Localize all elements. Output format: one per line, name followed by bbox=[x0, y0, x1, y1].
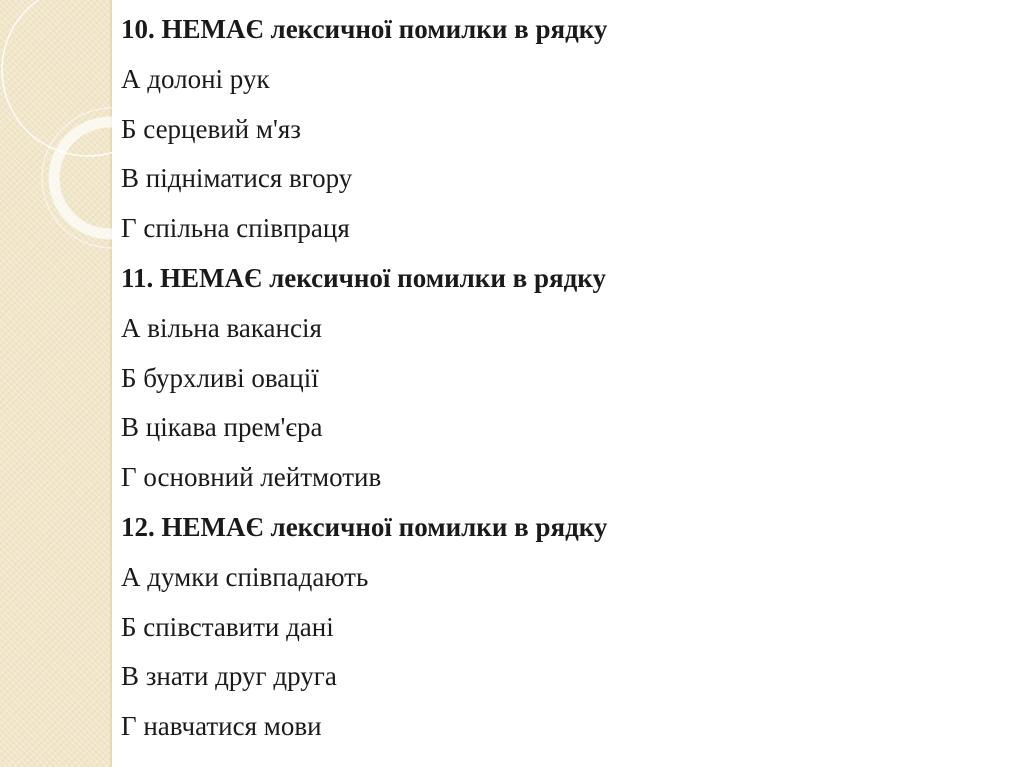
question-12-option-a: А думки співпадають bbox=[121, 561, 369, 592]
question-11-option-b: Б бурхливі овації bbox=[121, 362, 319, 393]
decorative-circles bbox=[0, 0, 112, 767]
question-12-option-b: Б співставити дані bbox=[121, 611, 334, 642]
question-12-option-h: Г навчатися мови bbox=[121, 711, 322, 742]
question-10-option-h: Г спільна співпраця bbox=[121, 213, 350, 244]
question-11-option-h: Г основний лейтмотив bbox=[121, 462, 382, 493]
question-10-option-a: А долоні рук bbox=[121, 63, 270, 94]
question-11-heading: 11. НЕМАЄ лексичної помилки в рядку bbox=[121, 262, 606, 293]
question-10-option-v: В підніматися вгору bbox=[121, 163, 353, 194]
question-11-option-v: В цікава прем'єра bbox=[121, 412, 323, 443]
question-10-option-b: Б серцевий м'яз bbox=[121, 113, 301, 144]
question-list bbox=[121, 6, 1001, 753]
question-12-heading: 12. НЕМАЄ лексичної помилки в рядку bbox=[121, 511, 608, 542]
question-11-option-a: А вільна вакансія bbox=[121, 312, 322, 343]
question-12-option-v: В знати друг друга bbox=[121, 661, 337, 692]
question-10-heading: 10. НЕМАЄ лексичної помилки в рядку bbox=[121, 14, 608, 44]
